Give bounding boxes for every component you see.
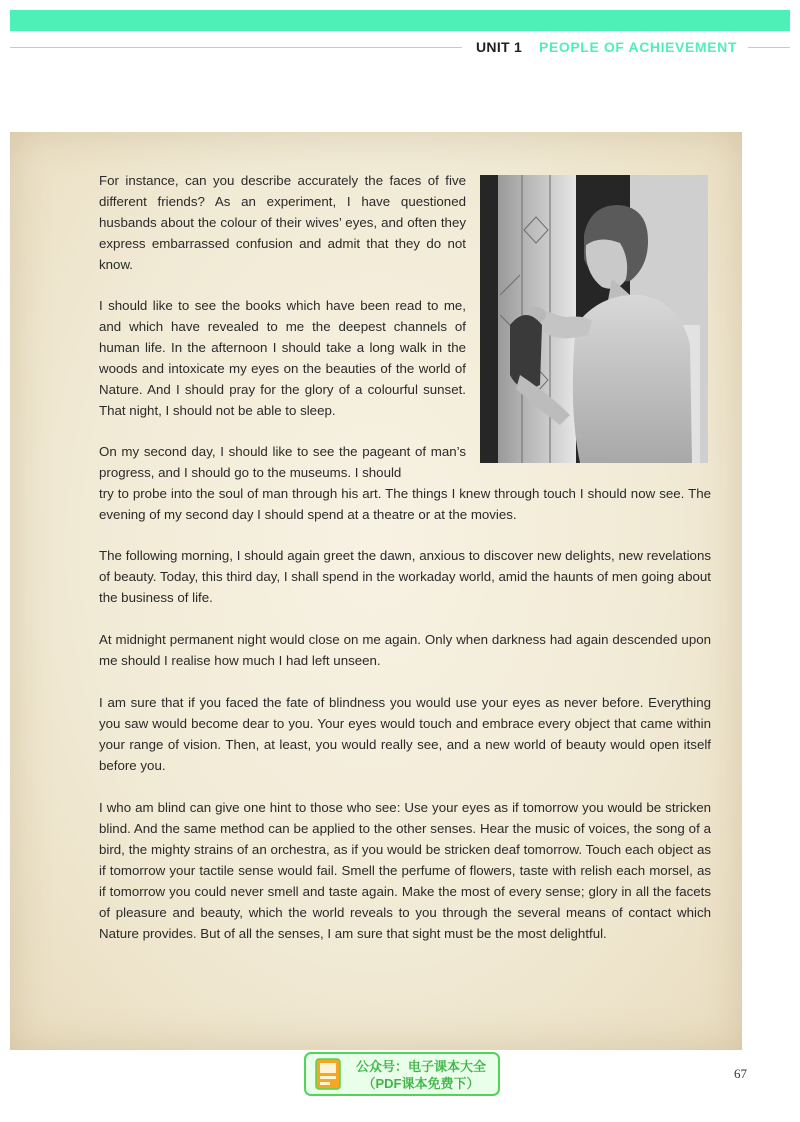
watermark-line-2: （PDF课本免费下）	[362, 1076, 480, 1091]
header-rule-right	[748, 47, 790, 48]
paragraph-6: I am sure that if you faced the fate of blindness you would use your eyes as never before. Everything you saw would become dear to you. Your eyes would touch and embrace every object that came within your range of vision. Then, at least, you would really see, and a new world of beauty would open itself before you.	[99, 695, 711, 773]
paragraph-3-end: try to probe into the soul of man through his art. The things I knew through touch I should now see. The evening of my second day I should spend at a theatre or at the movies.	[99, 486, 711, 522]
paragraph-7: I who am blind can give one hint to those who see: Use your eyes as if tomorrow you would be stricken blind. And the same method can be applied to the other senses. Hear the music of voices, the song of a bird, the mighty strains of an orchestra, as if you would be stricken deaf tomorrow. Touch each object as if tomorrow your tactile sense would fail. Smell the perfume of flowers, taste with relish each morsel, as if tomorrow you could never smell and taste again. Make the most of every sense; glory in all the facets of pleasure and beauty, which the world reveals to you through the several means of contact which Nature provides. But of all the senses, I am sure that sight must be the most delightful.	[99, 800, 711, 941]
paragraph-4: The following morning, I should again greet the dawn, anxious to discover new delights, new revelations of beauty. Today, this third day, I shall spend in the workaday world, amid the haunts of men going about the business of life.	[99, 548, 711, 605]
paragraph-3-start: On my second day, I should like to see the pageant of man’s progress, and I should go to the museums. I should	[99, 444, 466, 480]
unit-title: PEOPLE OF ACHIEVEMENT	[539, 39, 737, 55]
portrait-photo	[480, 175, 708, 463]
paragraph-5: At midnight permanent night would close on me again. Only when darkness had again descended upon me should I realise how much I had left unseen.	[99, 632, 711, 668]
paragraph-2: I should like to see the books which have been read to me, and which have revealed to me the deepest channels of human life. In the afternoon I should take a long walk in the woods and intoxicate my eyes on the beauties of the world of Nature. And I should pray for the glory of a colourful sunset. That night, I should not be able to sleep.	[99, 298, 466, 418]
paragraph-1: For instance, can you describe accurately the faces of five different friends? As an experiment, I have questioned husbands about the colour of their wives’ eyes, and often they express embarrassed confusion and admit that they do not know.	[99, 173, 466, 272]
watermark-line-1: 公众号：电子课本大全	[355, 1059, 486, 1074]
watermark-badge	[304, 1052, 500, 1096]
textbook-icon	[314, 1058, 342, 1090]
page-number: 67	[734, 1066, 747, 1081]
unit-label: UNIT 1	[476, 39, 523, 55]
header-rule-left	[10, 47, 462, 48]
portrait-photo-illustration	[480, 175, 708, 463]
header-accent-band	[10, 10, 790, 31]
